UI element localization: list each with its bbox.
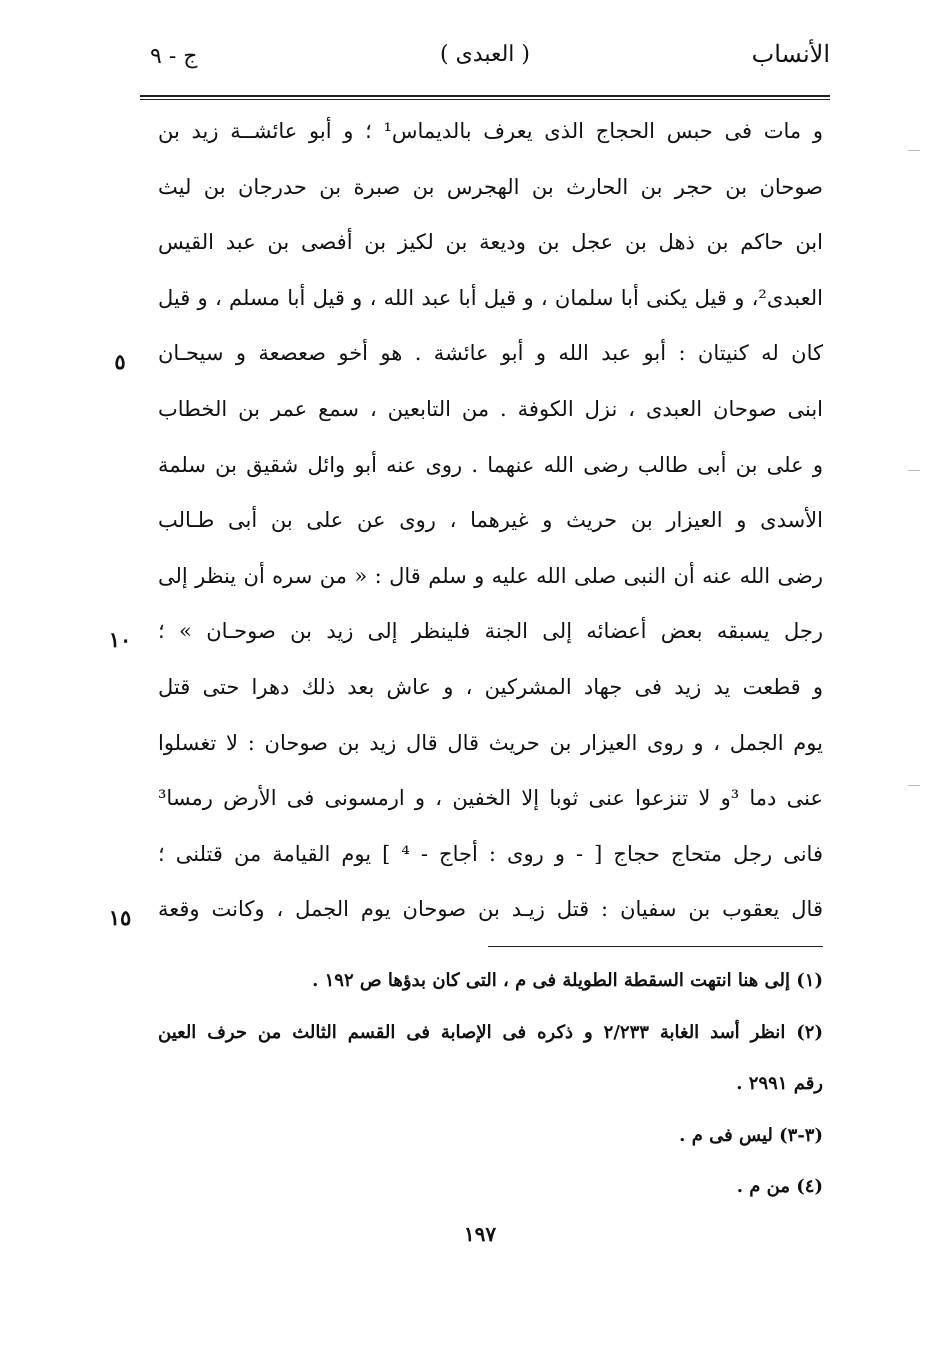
text-line: يوم الجمل ، و روى العيزار بن حريث قال قال زيد بن صوحان : لا تغسلوا [158, 730, 823, 755]
footnote: (١) إلى هنا انتهت السقطة الطويلة فى م ، التى كان بدؤها ص ١٩٢ . [312, 970, 823, 991]
line-number-5: ٥ [114, 349, 126, 374]
header-rule [140, 95, 830, 97]
book-title: الأنساب [751, 40, 830, 68]
text-line: رجل يسبقه بعض أعضائه إلى الجنة فلينظر إلى زيد بن صوحـان » ؛ [158, 619, 823, 644]
footnote-rule [488, 946, 823, 947]
line-number-10: ١٠ [108, 627, 132, 652]
text-line: كان له كنيتان : أبو عبد الله و أبو عائشة . هو أخو صعصعة و سيحـان [158, 341, 823, 366]
volume-label: ج - ٩ [150, 44, 198, 69]
footnote: (٣-٣) ليس فى م . [679, 1124, 823, 1146]
footnote: (٢) انظر أسد الغابة ٢/٢٣٣ و ذكره فى الإصابة فى القسم الثالث من حرف العين [158, 1021, 823, 1043]
text-line: عنى دما ³و لا تنزعوا عنى ثوبا إلا الخفين ، و ارمسونى فى الأرض رمسا³ [158, 786, 823, 811]
text-line: و قطعت يد زيد فى جهاد المشركين ، و عاش بعد ذلك دهرا حتى قتل [158, 674, 823, 699]
text-line: فانى رجل متحاج حجاج [ - و روى : أجاج - ⁴ ] يوم القيامة من قتلنى ؛ [158, 841, 823, 866]
page-header [140, 40, 830, 80]
footnotes [158, 955, 823, 1213]
text-line: الأسدى و العيزار بن حريث و غيرهما ، روى عن على بن أبى طـالب [158, 508, 823, 533]
text-line: قال يعقوب بن سفيان : قتل زيـد بن صوحان يوم الجمل ، وكانت وقعة [158, 897, 823, 922]
entry-title: ( العبدى ) [440, 42, 530, 67]
text-line: صوحان بن حجر بن الحارث بن الهجرس بن صبرة بن حدرجان بن ليث [158, 174, 823, 199]
text-line: و على بن أبى طالب رضى الله عنهما . روى عنه أبو وائل شقيق بن سلمة [158, 452, 823, 477]
margin-tick [908, 785, 920, 786]
page-number: ١٩٧ [463, 1222, 497, 1246]
margin-tick [908, 470, 920, 471]
footnote: (٤) من م . [736, 1176, 823, 1197]
footnote: رقم ٢٩٩١ . [736, 1073, 823, 1094]
main-text [158, 104, 823, 938]
text-line: ابن حاكم بن ذهل بن عجل بن وديعة بن لكيز بن أفصى بن عبد القيس [158, 230, 823, 255]
text-line: و مات فى حبس الحجاج الذى يعرف بالديماس¹ ؛ و أبو عائشــة زيد بن [158, 119, 823, 143]
text-line: ابنى صوحان العبدى ، نزل الكوفة . من التابعين ، سمع عمر بن الخطاب [158, 396, 823, 421]
text-line: العبدى²، و قيل يكنى أبا سلمان ، و قيل أبا عبد الله ، و قيل أبا مسلم ، و قيل [158, 285, 823, 310]
header-rule-thin [140, 99, 830, 100]
line-number-15: ١٥ [108, 905, 132, 930]
margin-tick [908, 150, 920, 151]
text-line: رضى الله عنه أن النبى صلى الله عليه و سلم قال : « من سره أن ينظر إلى [158, 563, 823, 588]
